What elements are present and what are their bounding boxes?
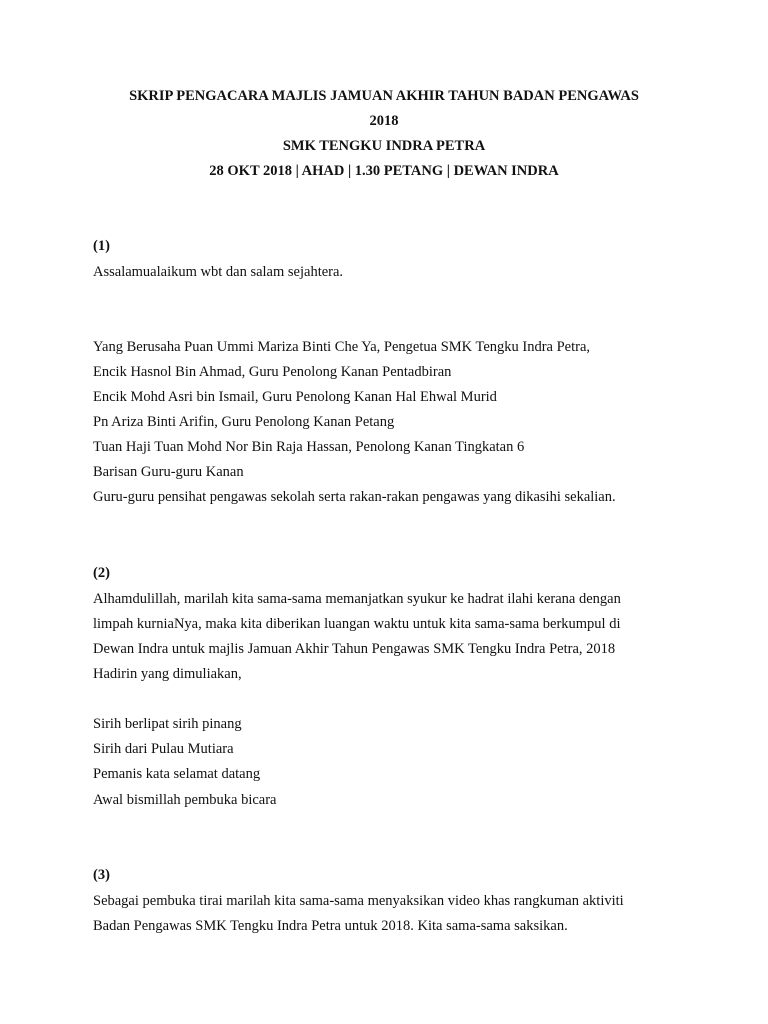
section-number-2: (2)	[93, 565, 110, 581]
document-header	[60, 88, 708, 188]
section-number-1: (1)	[93, 238, 110, 254]
section-number-3: (3)	[93, 867, 110, 883]
paragraph-line: Alhamdulillah, marilah kita sama-sama memanjatkan syukur ke hadrat ilahi kerana dengan	[93, 591, 621, 607]
document-title-line-2: 2018	[369, 113, 399, 129]
paragraph-line: Dewan Indra untuk majlis Jamuan Akhir Tahun Pengawas SMK Tengku Indra Petra, 2018	[93, 641, 616, 657]
pantun-line: Pemanis kata selamat datang	[93, 766, 261, 782]
paragraph-line: Hadirin yang dimuliakan,	[93, 666, 242, 682]
school-name: SMK TENGKU INDRA PETRA	[282, 138, 486, 154]
salutation-line: Pn Ariza Binti Arifin, Guru Penolong Kanan Petang	[93, 414, 395, 430]
pantun-line: Sirih berlipat sirih pinang	[93, 716, 242, 732]
document-title-line-1: SKRIP PENGACARA MAJLIS JAMUAN AKHIR TAHUN BADAN PENGAWAS	[129, 88, 639, 104]
salutation-line: Guru-guru pensihat pengawas sekolah serta rakan-rakan pengawas yang dikasihi sekalian.	[93, 489, 616, 505]
salutation-line: Yang Berusaha Puan Ummi Mariza Binti Che Ya, Pengetua SMK Tengku Indra Petra,	[93, 339, 591, 355]
pantun-line: Awal bismillah pembuka bicara	[93, 792, 277, 808]
paragraph-line: limpah kurniaNya, maka kita diberikan luangan waktu untuk kita sama-sama berkumpul di	[93, 616, 621, 632]
salutation-line: Tuan Haji Tuan Mohd Nor Bin Raja Hassan, Penolong Kanan Tingkatan 6	[93, 439, 525, 455]
salutation-line: Encik Hasnol Bin Ahmad, Guru Penolong Kanan Pentadbiran	[93, 364, 452, 380]
salutation-line: Encik Mohd Asri bin Ismail, Guru Penolong Kanan Hal Ehwal Murid	[93, 389, 497, 405]
pantun-line: Sirih dari Pulau Mutiara	[93, 741, 234, 757]
paragraph-line: Badan Pengawas SMK Tengku Indra Petra untuk 2018. Kita sama-sama saksikan.	[93, 918, 568, 934]
paragraph-line: Sebagai pembuka tirai marilah kita sama-sama menyaksikan video khas rangkuman aktiviti	[93, 893, 624, 909]
greeting: Assalamualaikum wbt dan salam sejahtera.	[93, 264, 344, 280]
event-details: 28 OKT 2018 | AHAD | 1.30 PETANG | DEWAN INDRA	[209, 163, 559, 179]
salutation-line: Barisan Guru-guru Kanan	[93, 464, 244, 480]
